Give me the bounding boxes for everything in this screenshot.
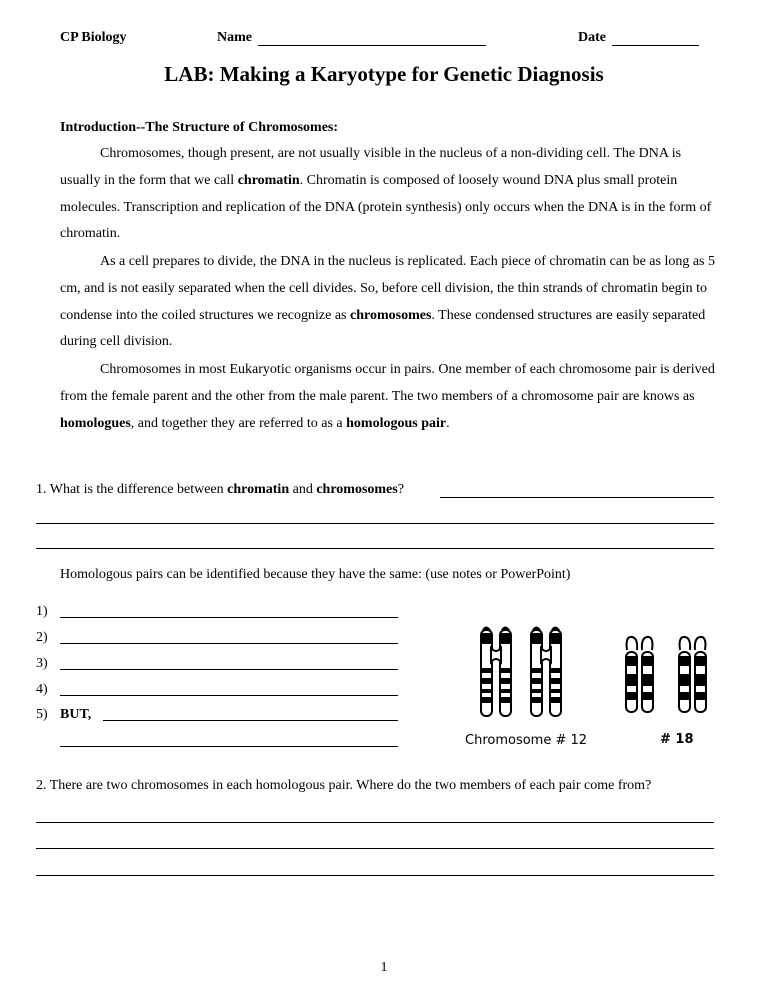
date-label	[578, 30, 606, 46]
p3-text-a: Chromosomes in most Eukaryotic organisms occur in pairs. One member of each chromosome pair is derived from the female parent and the other from the male parent. The two members of a chromosome pair are knows as	[60, 362, 715, 404]
paragraph-2	[60, 249, 720, 356]
figure-caption-chromosome-18: # 18	[660, 732, 694, 747]
page-title: LAB: Making a Karyotype for Genetic Diagnosis	[164, 62, 604, 86]
q1-suffix: ?	[397, 482, 404, 497]
list-answer-line-3[interactable]	[60, 669, 398, 670]
p1-text-a: Chromosomes, though present, are not usually visible in the nucleus of a non-dividing cell. The DNA is usually in the form that we call	[60, 146, 682, 188]
p3-text-e: .	[446, 415, 450, 431]
p2-text-c: . These condensed structures are easily separated during cell division.	[60, 307, 706, 350]
q2-answer-line-2[interactable]	[36, 848, 714, 849]
q2-answer-line-3[interactable]	[36, 875, 714, 876]
q1-answer-line-3[interactable]	[36, 548, 714, 549]
chromosome-12-a	[481, 627, 511, 717]
page-number: 1	[380, 960, 388, 975]
homologous-prompt: Homologous pairs can be identified because they have the same: (use notes or PowerPoint)	[60, 567, 571, 582]
p2-term-chromosomes: chromosomes	[350, 307, 432, 323]
p3-term-homologues: homologues	[60, 415, 131, 431]
date-field[interactable]	[612, 45, 699, 46]
list-answer-line-5[interactable]	[103, 720, 398, 721]
q1-term-chromosomes: chromosomes	[316, 482, 398, 497]
chromosome-figure	[470, 620, 720, 720]
q1-mid: and	[289, 482, 317, 497]
p2-text-a: As a cell prepares to divide, the DNA in the nucleus is replicated. Each piece of chromatin can be as long as 5 cm, and is not easily separated when the cell divides. So, before cell division, the thin strands of chromatin begin to condense into the coiled structures we recognize as	[60, 254, 716, 323]
name-field[interactable]	[258, 45, 486, 46]
name-label-text: Name	[217, 30, 252, 45]
q1-term-chromatin: chromatin	[227, 482, 290, 497]
q1-answer-line-2[interactable]	[36, 523, 714, 524]
list-number-1: 1)	[36, 604, 48, 619]
p3-text-c: , and together they are referred to as a	[130, 415, 347, 431]
list-answer-line-1[interactable]	[60, 617, 398, 618]
list-answer-line-2[interactable]	[60, 643, 398, 644]
list-answer-line-4[interactable]	[60, 695, 398, 696]
section-heading: Introduction--The Structure of Chromosomes:	[60, 120, 339, 135]
p1-term-chromatin: chromatin	[237, 172, 300, 188]
question-1	[36, 482, 404, 498]
list-number-3: 3)	[36, 656, 48, 671]
course-name: CP Biology	[60, 30, 127, 45]
chromosome-18-a	[626, 637, 653, 712]
p3-term-homologous-pair: homologous pair	[346, 415, 447, 431]
list-but-label: BUT,	[60, 707, 92, 722]
name-label	[217, 30, 252, 46]
p1-text-c: . Chromatin is composed of loosely wound DNA plus small protein molecules. Transcription and replication of the DNA (protein synthesis) only occurs when the DNA is in the form of chromatin.	[60, 172, 712, 242]
q1-answer-line-1[interactable]	[440, 497, 714, 498]
list-number-2: 2)	[36, 630, 48, 645]
paragraph-1	[60, 141, 720, 248]
q1-prefix: 1. What is the difference between	[36, 482, 228, 497]
list-answer-line-6[interactable]	[60, 746, 398, 747]
q2-answer-line-1[interactable]	[36, 822, 714, 823]
paragraph-3	[60, 357, 720, 437]
list-number-4: 4)	[36, 682, 48, 697]
list-number-5: 5)	[36, 707, 48, 722]
chromosome-18-b	[679, 637, 706, 712]
chromosome-12-b	[531, 627, 561, 717]
figure-caption-chromosome-12: Chromosome # 12	[465, 733, 588, 748]
date-label-text: Date	[578, 30, 606, 45]
question-2: 2. There are two chromosomes in each homologous pair. Where do the two members of each pair come from?	[36, 778, 652, 793]
